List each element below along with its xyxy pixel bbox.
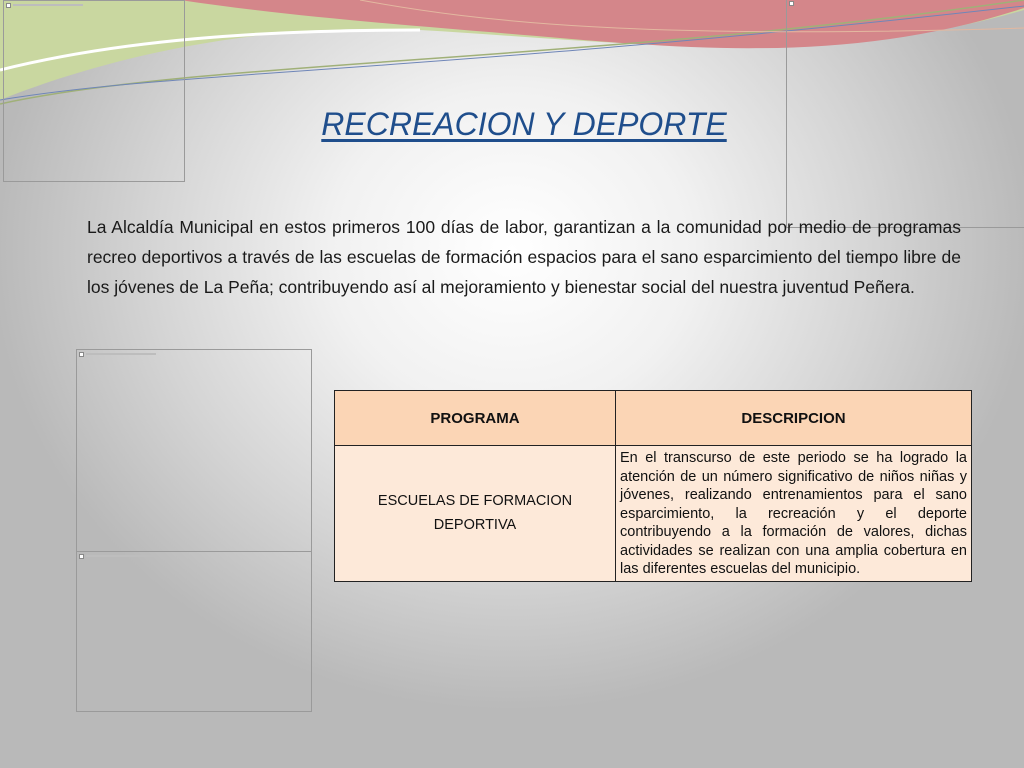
- image-placeholder-top-left: [3, 0, 185, 182]
- broken-image-icon: [6, 3, 11, 8]
- slide-title: RECREACION Y DEPORTE: [321, 106, 727, 142]
- header-descripcion: DESCRIPCION: [616, 391, 972, 446]
- broken-image-icon: [79, 554, 84, 559]
- table-header-row: [335, 391, 972, 446]
- image-placeholder-middle-left: [76, 349, 312, 552]
- program-table: [334, 390, 972, 582]
- cell-descripcion: En el transcurso de este periodo se ha logrado la atención de un número significativo de niños niñas y jóvenes, realizando entrenamientos para el sano esparcimiento, la recreación y el deporte contribuyendo a la formación de valores, dichas actividades se realizan con una amplia cobertura en las diferentes escuelas del municipio.: [616, 446, 972, 582]
- cell-programa: ESCUELAS DE FORMACION DEPORTIVA: [335, 446, 616, 582]
- placeholder-caption-line: [86, 555, 156, 557]
- broken-image-icon: [79, 352, 84, 357]
- intro-paragraph: La Alcaldía Municipal en estos primeros 100 días de labor, garantizan a la comunidad por medio de programas recreo deportivos a través de las escuelas de formación espacios para el sano esparcimiento del tiempo libre de los jóvenes de La Peña; contribuyendo así al mejoramiento y bienestar social del nuestra juventud Peñera.: [87, 217, 961, 297]
- table-row: [335, 446, 972, 582]
- image-placeholder-bottom-left: [76, 551, 312, 712]
- header-programa: PROGRAMA: [335, 391, 616, 446]
- broken-image-icon: [789, 1, 794, 6]
- placeholder-caption-line: [86, 353, 156, 355]
- placeholder-caption-line: [13, 4, 83, 6]
